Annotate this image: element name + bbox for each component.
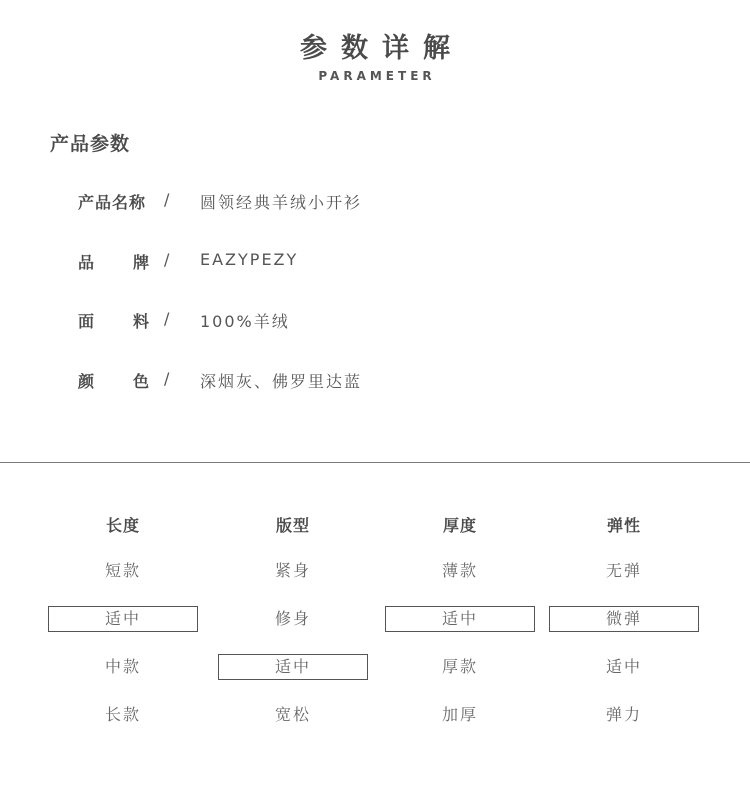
param-label: [78, 309, 150, 332]
param-label: [78, 250, 150, 273]
attribute-header: 版型: [275, 516, 310, 535]
param-label: 产品名称: [78, 193, 147, 212]
attribute-header: 厚度: [442, 516, 477, 535]
attribute-option: 弹力: [605, 705, 642, 724]
attribute-option: 无弹: [605, 561, 642, 580]
param-separator: /: [164, 250, 170, 269]
param-value: 100%羊绒: [200, 312, 290, 331]
section-title: 产品参数: [50, 133, 131, 155]
attribute-option: 厚款: [441, 657, 478, 676]
page-title: 参数详解: [300, 33, 464, 64]
attribute-option: 薄款: [441, 561, 478, 580]
attribute-option: 宽松: [274, 705, 311, 724]
attribute-option: 长款: [104, 705, 141, 724]
attribute-option: 紧身: [274, 561, 311, 580]
param-value: 圆领经典羊绒小开衫: [200, 193, 363, 212]
param-label-char: 料: [132, 312, 150, 331]
section-divider: [0, 462, 750, 463]
attribute-option: 适中: [605, 657, 642, 676]
attribute-option: 短款: [104, 561, 141, 580]
param-separator: /: [164, 190, 170, 209]
param-label-char: 牌: [132, 253, 150, 272]
attribute-header: 弹性: [606, 516, 641, 535]
attribute-option-selected: 适中: [385, 606, 535, 632]
attribute-option: 中款: [104, 657, 141, 676]
attribute-option: 加厚: [441, 705, 478, 724]
param-value: 深烟灰、佛罗里达蓝: [200, 372, 363, 391]
attribute-option: 修身: [274, 609, 311, 628]
attribute-option-selected: 适中: [48, 606, 198, 632]
param-separator: /: [164, 369, 170, 388]
param-label-char: 面: [78, 312, 96, 331]
param-label-char: 颜: [78, 372, 96, 391]
attribute-header: 长度: [105, 516, 140, 535]
attribute-option-selected: 微弹: [549, 606, 699, 632]
attribute-option-selected: 适中: [218, 654, 368, 680]
param-label-char: 色: [132, 372, 150, 391]
param-label: [78, 369, 150, 392]
param-label-char: 品: [78, 253, 96, 272]
param-separator: /: [164, 309, 170, 328]
param-value: EAZYPEZY: [200, 250, 299, 269]
page-subtitle: PARAMETER: [318, 69, 436, 83]
